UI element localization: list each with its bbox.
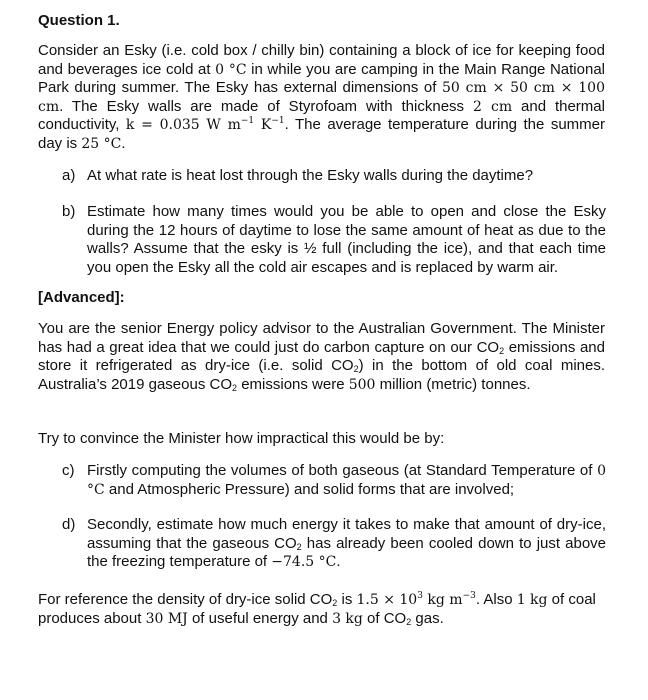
adv-text-2: emissions and store it refrigerated as dry-ice (i.e. solid CO (38, 338, 605, 374)
question-title: Question 1. (38, 12, 120, 29)
part-d (62, 516, 606, 572)
adv-text-4: emissions were (237, 375, 349, 393)
ref-density-unit: kg m (422, 592, 463, 608)
adv-sub-1: 2 (499, 345, 505, 356)
ref-text-3: . Also (475, 591, 517, 608)
ref-density-unit-exp: −3 (462, 591, 476, 601)
adv-text-5: million (metric) tonnes. (375, 375, 531, 393)
part-c-text-1: Firstly computing the volumes of both gaseous (at Standard Temperature of (87, 462, 598, 479)
part-d-text-3: . (336, 553, 341, 570)
ref-sub-1: 2 (332, 598, 338, 608)
part-d-label: d) (62, 516, 76, 533)
part-c (62, 462, 606, 499)
conductivity-unit-k: K (254, 117, 272, 133)
part-c-text-2: and Atmospheric Pressure) and solid forms that are involved; (104, 480, 515, 498)
ref-text-1: For reference the density of dry-ice solid CO (38, 591, 333, 608)
part-d-text-2: has already been cooled down to just above the freezing temperature of (87, 534, 606, 570)
intro-text-1: Consider an Esky (i.e. cold box / chilly bin) containing a block of ice for keeping food and beverages ice cold at (38, 42, 605, 78)
intro-text-6: . (121, 134, 126, 152)
adv-text-1: You are the senior Energy policy advisor to the Australian Government. The Minister has had a great idea that we could just do carbon capture on our CO (38, 320, 605, 356)
ref-density-base: 1.5 × 10 (356, 592, 418, 608)
part-c-text (87, 462, 606, 499)
ref-math-1kg: 1 kg (516, 592, 548, 608)
convince-line: Try to convince the Minister how impractical this would be by: (38, 430, 445, 447)
intro-paragraph (38, 42, 605, 153)
adv-math-500: 500 (348, 376, 376, 393)
ref-text-5: of useful energy and (187, 609, 333, 627)
ref-math-30mj: 30 MJ (145, 610, 188, 627)
ref-text-2: is (337, 591, 357, 608)
intro-text-4: and thermal conductivity, (38, 97, 605, 133)
intro-text-2: in while you are camping in the Main Range National Park during summer. The Esky has external dimensions of (38, 60, 605, 96)
part-a-text: At what rate is heat lost through the Esky walls during the daytime? (87, 167, 534, 184)
part-b-text: Estimate how many times would you be able to open and close the Esky during the 12 hours of daytime to lose the same amount of heat as due to the walls? Assume that the esky is ½ full (including the ice), and that each time you open the Esky all the cold air escapes and is replaced by warm air. (87, 203, 606, 276)
ref-math-3kg: 3 kg (332, 610, 363, 627)
reference-paragraph (38, 591, 605, 628)
ref-math-density (356, 592, 475, 608)
intro-math-conductivity (126, 117, 285, 133)
adv-sub-2: 2 (353, 364, 359, 374)
ref-sub-2: 2 (406, 616, 412, 627)
part-b (62, 203, 606, 277)
intro-math-dimensions: 50 cm × 50 cm × 100 cm (38, 80, 605, 115)
adv-sub-3: 2 (232, 382, 238, 393)
intro-text-5: . The average temperature during the summer day is (38, 116, 605, 152)
part-d-math-temp: −74.5 °C (271, 554, 337, 570)
conductivity-base: k = 0.035 W m (125, 117, 241, 133)
part-d-text (87, 516, 606, 572)
intro-text-3: . The Esky walls are made of Styrofoam with thickness (59, 97, 473, 115)
intro-math-thickness: 2 cm (472, 98, 513, 115)
intro-math-temp-ice: 0 °C (215, 61, 247, 78)
ref-text-4: of coal produces about (38, 591, 596, 627)
intro-math-avg-temp: 25 °C (81, 135, 122, 152)
part-c-label: c) (62, 462, 75, 479)
part-d-sub-1: 2 (296, 541, 302, 552)
part-a (62, 167, 606, 186)
conductivity-exp-2: −1 (271, 116, 285, 126)
ref-text-7: gas. (411, 609, 444, 627)
part-a-label: a) (62, 167, 76, 184)
conductivity-exp-1: −1 (240, 116, 255, 126)
advanced-paragraph (38, 320, 605, 394)
part-d-text-1: Secondly, estimate how much energy it takes to make that amount of dry-ice, assuming that the gaseous CO (87, 516, 606, 552)
adv-text-3: ) in the bottom of old coal mines. Australia’s 2019 gaseous CO (38, 357, 606, 393)
part-c-math-temp: 0 °C (87, 463, 606, 498)
ref-text-6: of CO (362, 609, 407, 627)
advanced-heading: [Advanced]: (38, 289, 125, 306)
part-b-label: b) (62, 203, 76, 220)
ref-density-exp: 3 (417, 591, 423, 601)
